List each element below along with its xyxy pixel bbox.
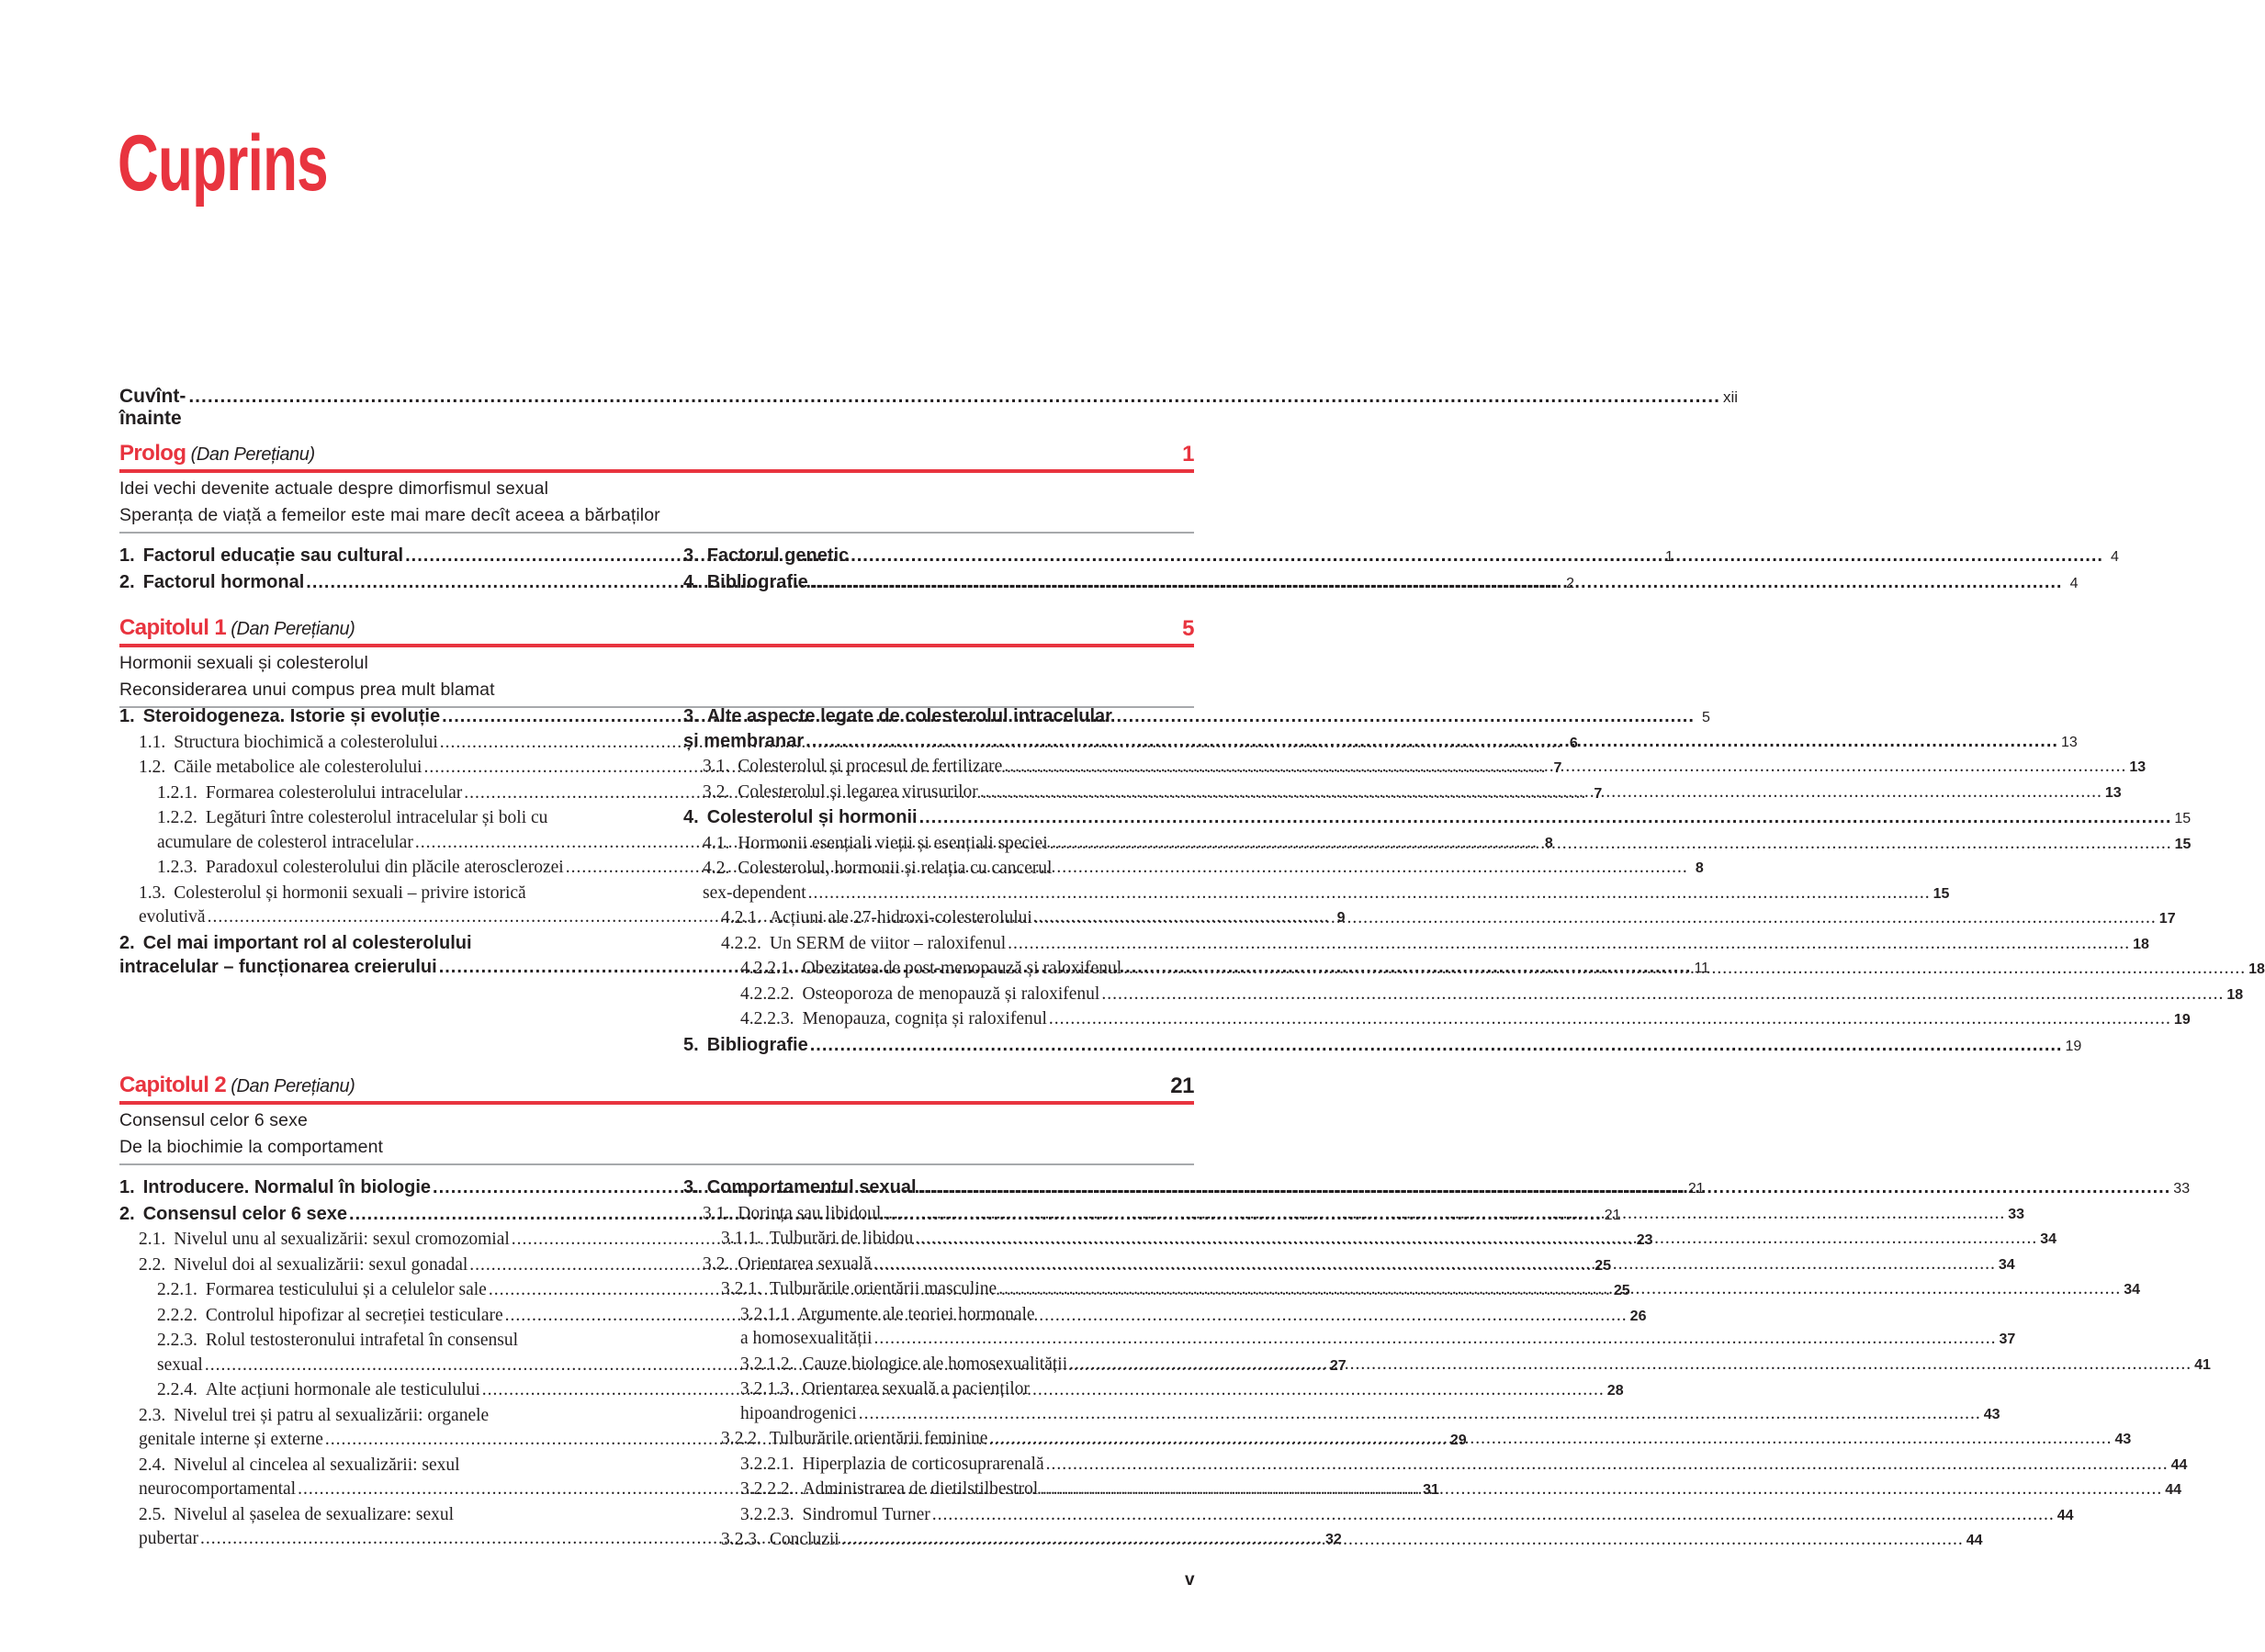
- entry-line: [139, 1404, 630, 1429]
- leader-dots: [1069, 1353, 2192, 1377]
- chapter-author: (Dan Perețianu): [226, 1076, 355, 1096]
- chapter-page: 21: [1170, 1073, 1194, 1098]
- entry-page: 7: [1553, 760, 1562, 776]
- chapter-subtitle: Idei vechi devenite actuale despre dimorfismul sexual: [119, 478, 549, 499]
- leader-dots: [1004, 755, 2126, 780]
- entry-title: Nivelul al cincelea al sexualizării: sexul: [174, 1455, 460, 1475]
- entry-line: [157, 806, 630, 831]
- page-number: v: [1185, 1570, 1195, 1590]
- chapter-label: Capitolul 2: [119, 1073, 227, 1097]
- entry-title: Hormonii esențiali vieții și esențiali speciei: [738, 833, 1048, 853]
- entry-line: [740, 1453, 2188, 1478]
- entry-number: 4.2.2.2.: [740, 983, 794, 1004]
- entry-line: [683, 704, 1194, 729]
- entry-line: [703, 832, 2192, 858]
- entry-page: 18: [2226, 986, 2244, 1003]
- entry-page: 9: [1336, 910, 1346, 926]
- entry-page: 41: [2194, 1356, 2211, 1373]
- entry-line: [740, 1327, 2016, 1353]
- entry-page: 27: [1329, 1357, 1347, 1374]
- entry-number: 2.: [119, 1203, 135, 1224]
- chapter-author: (Dan Perețianu): [186, 444, 315, 465]
- entry-number: 3.2.1.1: [740, 1304, 790, 1324]
- entry-number: 2.5.: [139, 1504, 166, 1524]
- chapter-page: 5: [1182, 616, 1194, 641]
- entry-title: Colesterolul și legarea virusurilor: [738, 781, 978, 802]
- entry-number: 3.: [683, 706, 699, 726]
- leader-dots: [1008, 932, 2130, 957]
- chapter-heading: [119, 440, 315, 468]
- chapter-subtitle: Reconsiderarea unui compus prea mult blamat: [119, 680, 495, 700]
- entry-title: Rolul testosteronului intrafetal în consensul: [205, 1331, 518, 1350]
- entry-line: [683, 805, 2192, 832]
- entry-title-continued: hipoandrogenici: [740, 1403, 857, 1423]
- entry-line: [721, 906, 2176, 932]
- entry-page: 34: [2040, 1231, 2057, 1247]
- entry-line: [740, 983, 2244, 1008]
- entry-number: 2.2.: [139, 1254, 166, 1275]
- entry-page: 5: [1701, 710, 1710, 725]
- entry-title: Colesterolul și hormonii: [706, 807, 918, 827]
- divider: [119, 1163, 1194, 1165]
- entry-title: Factorul hormonal: [142, 571, 305, 592]
- leader-dots: [980, 781, 2102, 805]
- entry-title: Cuvînt-înainte: [119, 386, 186, 429]
- entry-number: 1.2.1.: [157, 782, 197, 803]
- entry-title: Factorul genetic: [706, 545, 850, 566]
- toc-columns: [119, 544, 2119, 596]
- entry-page: 17: [2158, 911, 2176, 927]
- entry-number: 3.1.1.: [721, 1229, 761, 1248]
- chapter-section-1: [119, 606, 2265, 1059]
- leader-dots: [859, 1402, 1981, 1427]
- entry-title: Acțiuni ale 27-hidroxi-colesterolului: [769, 908, 1032, 927]
- entry-title: Formarea colesterolului intracelular: [205, 782, 463, 803]
- leader-dots: [1101, 983, 2224, 1007]
- entry-number: 4.2.2.: [721, 933, 761, 953]
- entry-page: 21: [1687, 1181, 1705, 1197]
- entry-number: 4.: [683, 571, 699, 592]
- entry-page: xii: [1722, 388, 1739, 406]
- entry-page: 43: [1983, 1406, 2000, 1422]
- chapter-section-2: [119, 1063, 2211, 1554]
- entry-number: 2.2.3.: [157, 1331, 197, 1350]
- entry-number: 1.: [119, 706, 135, 726]
- toc-entry[interactable]: [683, 857, 1950, 906]
- toc-entry[interactable]: [683, 805, 2192, 832]
- entry-title: Formarea testiculului și a celulelor sale: [205, 1280, 487, 1299]
- entry-title-continued: și membranar: [683, 730, 805, 751]
- leader-dots: [883, 1202, 2005, 1227]
- entry-page: 15: [2174, 836, 2192, 852]
- entry-number: 4.2.2.1.: [740, 959, 794, 978]
- page-title: Cuprins: [118, 119, 328, 208]
- entry-line: [721, 932, 2149, 958]
- leader-dots: [1040, 1478, 2162, 1502]
- entry-title: Obezitatea de post-menopauză și raloxifenul: [802, 959, 1122, 978]
- chapter-section-0: [119, 432, 2119, 596]
- entry-title: Nivelul unu al sexualizării: sexul cromozomial: [174, 1230, 510, 1249]
- chapter-rule: [119, 469, 1194, 473]
- toc-column-right: [683, 544, 2119, 596]
- entry-title: Orientarea sexuală: [738, 1253, 872, 1274]
- leader-dots: [1046, 1453, 2169, 1478]
- entry-line: [139, 1454, 630, 1478]
- entry-line: [721, 1528, 1983, 1554]
- toc-entry[interactable]: [683, 704, 2078, 755]
- entry-page: 19: [2065, 1038, 2082, 1054]
- leader-dots: [874, 1327, 1997, 1352]
- toc-entry[interactable]: [683, 832, 2192, 858]
- entry-page: 28: [1606, 1383, 1624, 1399]
- toc-entry-foreword[interactable]: [119, 386, 1739, 429]
- entry-title: Cauze biologice ale homosexualității: [802, 1354, 1068, 1374]
- entry-number: 3.2.: [703, 1253, 730, 1274]
- entry-number: 3.2.1.3.: [740, 1379, 794, 1399]
- entry-number: 3.2.2.2.: [740, 1479, 794, 1499]
- entry-number: 4.: [683, 807, 699, 827]
- entry-page: 34: [1998, 1256, 2015, 1273]
- chapter-header[interactable]: [119, 606, 1194, 643]
- chapter-rule: [119, 644, 1194, 647]
- entry-title: Colesterolul și procesul de fertilizare: [738, 757, 1003, 776]
- chapter-subtitles: [119, 1107, 1194, 1161]
- entry-page: 15: [1933, 885, 1950, 902]
- entry-line: [740, 1007, 2191, 1033]
- entry-number: 3.2.: [703, 781, 730, 802]
- entry-title: Controlul hipofizar al secreției testiculare: [205, 1305, 503, 1325]
- chapter-page: 1: [1182, 442, 1194, 466]
- entry-page: 26: [1629, 1308, 1647, 1324]
- entry-line: [703, 857, 1194, 882]
- entry-title: Colesterolul, hormonii și relația cu cancerul: [738, 859, 1053, 878]
- entry-title-continued: neurocomportamental: [139, 1479, 297, 1499]
- leader-dots: [808, 882, 1931, 906]
- entry-page: 18: [2133, 936, 2149, 952]
- entry-line: [703, 755, 2147, 781]
- entry-number: 3.: [683, 1177, 699, 1197]
- entry-page: 44: [2057, 1507, 2074, 1523]
- entry-title: Tulburările orientării feminine: [769, 1429, 988, 1448]
- entry-title: Căile metabolice ale colesterolului: [174, 758, 423, 777]
- entry-title-continued: genitale interne și externe: [139, 1430, 323, 1449]
- entry-line: [683, 1033, 2082, 1060]
- entry-title-continued: a homosexualității: [740, 1329, 873, 1348]
- toc-entry[interactable]: [683, 1033, 2082, 1060]
- entry-page: 13: [2104, 784, 2122, 801]
- toc-entry[interactable]: [683, 1453, 2188, 1478]
- entry-page: 37: [1999, 1332, 2016, 1347]
- entry-page: 13: [2129, 759, 2147, 775]
- entry-title-continued: pubertar: [139, 1529, 198, 1548]
- toc-columns: [119, 704, 2265, 1059]
- leader-dots: [1123, 957, 2246, 982]
- toc-entry[interactable]: [683, 932, 2149, 958]
- entry-page: 23: [1636, 1232, 1653, 1248]
- chapter-subtitle: Hormonii sexuali și colesterolul: [119, 653, 368, 673]
- entry-title: Alte acțiuni hormonale ale testiculului: [205, 1380, 480, 1399]
- leader-dots: [810, 1033, 2063, 1058]
- entry-number: 4.1.: [703, 833, 730, 853]
- chapter-subtitles: [119, 476, 1194, 529]
- leader-dots: [841, 1528, 1964, 1553]
- entry-number: 2.4.: [139, 1455, 166, 1475]
- entry-title: Orientarea sexuală a pacienților: [802, 1379, 1030, 1399]
- entry-number: 3.2.1.2.: [740, 1354, 794, 1374]
- toc-entry[interactable]: [683, 755, 2147, 781]
- entry-page: 6: [1569, 735, 1578, 751]
- leader-dots: [873, 1253, 1996, 1277]
- entry-number: 3.2.2.: [721, 1429, 761, 1448]
- entry-title: Administrarea de dietilstilbestrol: [802, 1479, 1039, 1499]
- leader-dots: [915, 1227, 2037, 1252]
- leader-dots: ....................................................................................................................................................................................................................................................: [188, 386, 1720, 407]
- toc-entry[interactable]: [683, 1007, 2191, 1033]
- entry-number: 1.2.2.: [157, 808, 197, 827]
- entry-number: 2.2.1.: [157, 1280, 197, 1299]
- entry-number: 1.2.: [139, 758, 166, 777]
- entry-number: 2.: [119, 571, 135, 592]
- entry-title: Nivelul trei și patru al sexualizării: organele: [174, 1405, 490, 1425]
- entry-number: 1.1.: [139, 732, 166, 752]
- chapter-header[interactable]: [119, 432, 1194, 468]
- chapter-subtitle: De la biochimie la comportament: [119, 1137, 384, 1157]
- entry-title: Bibliografie: [706, 1034, 808, 1055]
- entry-title: Tulburări de libidou: [769, 1229, 914, 1248]
- toc-entry[interactable]: [683, 544, 2119, 570]
- entry-title: Colesterolul și hormonii sexuali – privire istorică: [174, 882, 526, 903]
- entry-page: 8: [1544, 835, 1553, 851]
- entry-title: Osteoporoza de menopauză și raloxifenul: [802, 983, 1100, 1004]
- entry-page: 44: [2170, 1456, 2188, 1473]
- entry-page: 1: [1664, 549, 1673, 565]
- entry-title: Argumente ale teoriei hormonale: [797, 1304, 1035, 1324]
- leader-dots: [1050, 832, 2172, 857]
- toc-entry[interactable]: [683, 570, 2079, 597]
- toc-entry[interactable]: [683, 1503, 2074, 1529]
- entry-line: [683, 544, 2119, 570]
- entry-title-continued: sex-dependent: [703, 882, 806, 903]
- entry-title: Sindromul Turner: [802, 1504, 930, 1524]
- entry-title: Factorul educație sau cultural: [142, 545, 404, 566]
- entry-title: Tulburările orientării masculine: [769, 1279, 997, 1298]
- author-name: Dan Perețianu: [236, 1076, 350, 1096]
- entry-title: Nivelul al șaselea de sexualizare: sexul: [174, 1504, 455, 1524]
- entry-page: 44: [2165, 1482, 2181, 1498]
- leader-dots: [810, 570, 2063, 595]
- entry-title: Nivelul doi al sexualizării: sexul gonadal: [174, 1254, 468, 1275]
- entry-line: [119, 931, 630, 956]
- entry-title: Un SERM de viitor – raloxifenul: [769, 933, 1007, 953]
- entry-page: 25: [1595, 1257, 1612, 1274]
- entry-title: Paradoxul colesterolului din plăcile aterosclerozei: [205, 858, 564, 877]
- entry-page: 19: [2173, 1012, 2191, 1028]
- entry-title: Menopauza, cognița și raloxifenul: [802, 1009, 1047, 1028]
- entry-line: [740, 1503, 2074, 1529]
- entry-page: 31: [1423, 1482, 1439, 1498]
- entry-line: [683, 729, 2078, 756]
- entry-number: 2.2.2.: [157, 1305, 197, 1325]
- entry-page: 29: [1449, 1433, 1467, 1448]
- entry-title: Legături între colesterolul intracelular și boli cu: [205, 808, 548, 827]
- entry-title: Steroidogeneza. Istorie și evoluție: [142, 706, 441, 726]
- entry-title: Bibliografie: [706, 571, 808, 592]
- chapter-author: (Dan Perețianu): [226, 619, 355, 639]
- entry-title: Introducere. Normalul în biologie: [142, 1177, 432, 1197]
- leader-dots: [1049, 1007, 2171, 1032]
- entry-line: [740, 1377, 1194, 1402]
- entry-number: 2.: [119, 932, 135, 953]
- entry-page: 13: [2060, 734, 2078, 750]
- entry-line: [703, 882, 1950, 907]
- entry-title: Comportamentul sexual: [706, 1177, 917, 1197]
- entry-line: [683, 570, 2079, 597]
- chapter-heading: [119, 614, 355, 643]
- entry-title: Cel mai important rol al colesterolului: [142, 932, 472, 953]
- chapter-label: Prolog: [119, 441, 186, 466]
- toc-entry[interactable]: [683, 906, 2176, 932]
- chapter-heading: [119, 1072, 355, 1100]
- entry-page: 21: [1604, 1207, 1621, 1223]
- entry-number: 4.2.: [703, 859, 730, 878]
- entry-number: 2.1.: [139, 1230, 166, 1249]
- leader-dots: [918, 1175, 2171, 1200]
- entry-page: 4: [2111, 549, 2119, 565]
- divider: [119, 532, 1194, 534]
- entry-title-continued: intracelular – funcționarea creierului: [119, 957, 437, 977]
- entry-number: 3.2.2.1.: [740, 1454, 794, 1474]
- entry-number: 5.: [683, 1034, 699, 1055]
- entry-number: 3.2.2.3.: [740, 1504, 794, 1524]
- entry-page: 33: [2173, 1181, 2191, 1197]
- entry-title: Structura biochimică a colesterolului: [174, 732, 438, 752]
- entry-number: 1.3.: [139, 882, 166, 903]
- entry-number: 2.2.4.: [157, 1380, 197, 1399]
- entry-page: 8: [1695, 860, 1704, 876]
- entry-number: 3.2.1.: [721, 1279, 761, 1298]
- leader-dots: [989, 1427, 2112, 1452]
- author-name: Dan Perețianu: [196, 444, 310, 465]
- entry-line: [703, 781, 2122, 806]
- entry-number: 2.3.: [139, 1405, 166, 1425]
- entry-page: 2: [1566, 575, 1575, 591]
- chapter-subtitle: Consensul celor 6 sexe: [119, 1110, 308, 1130]
- chapter-header[interactable]: [119, 1063, 1194, 1100]
- leader-dots: [998, 1277, 2121, 1302]
- entry-number: 3.1.: [703, 1203, 730, 1223]
- entry-title: Alte aspecte legate de colesterolul intracelular: [706, 706, 1112, 726]
- entry-number: 3.: [683, 545, 699, 566]
- entry-title-continued: evolutivă: [139, 907, 206, 927]
- chapter-rule: [119, 1101, 1194, 1105]
- entry-page: 25: [1613, 1283, 1630, 1298]
- entry-number: 1.: [119, 1177, 135, 1197]
- chapter-label: Capitolul 1: [119, 615, 227, 640]
- entry-title: Concluzii: [769, 1530, 840, 1549]
- entry-title-continued: acumulare de colesterol intracelular: [157, 832, 413, 852]
- entry-number: 4.2.1.: [721, 908, 761, 927]
- entry-title: Dorința sau libidoul: [738, 1203, 882, 1223]
- entry-page: 11: [1694, 961, 1710, 976]
- toc-columns: [119, 1175, 2211, 1554]
- entry-page: 32: [1324, 1532, 1342, 1547]
- entry-number: 1.: [119, 545, 135, 566]
- entry-line: [740, 1303, 1194, 1328]
- entry-number: 1.2.3.: [157, 858, 197, 877]
- entry-page: 7: [1594, 785, 1603, 802]
- entry-line: [740, 1402, 2000, 1428]
- entry-page: 15: [2174, 811, 2192, 826]
- entry-number: 3.2.3.: [721, 1530, 761, 1549]
- entry-title-continued: sexual: [157, 1354, 203, 1375]
- entry-page: 18: [2248, 961, 2265, 977]
- leader-dots: [932, 1503, 2055, 1528]
- entry-number: 3.1.: [703, 757, 730, 776]
- entry-page: 44: [1966, 1533, 1983, 1548]
- toc-entry[interactable]: [683, 781, 2122, 806]
- entry-page: 33: [2008, 1206, 2025, 1222]
- entry-line: [139, 1503, 630, 1528]
- leader-dots: [851, 544, 2103, 568]
- entry-title: Consensul celor 6 sexe: [142, 1203, 348, 1224]
- toc-entry[interactable]: [683, 1528, 1983, 1554]
- entry-page: 43: [2114, 1432, 2132, 1447]
- entry-page: 34: [2124, 1282, 2140, 1298]
- entry-number: 4.2.2.3.: [740, 1009, 794, 1028]
- entry-line: [139, 882, 630, 906]
- chapter-subtitle: Speranța de viață a femeilor este mai mare decît aceea a bărbaților: [119, 505, 660, 525]
- entry-line: [157, 1329, 630, 1354]
- chapter-subtitles: [119, 650, 1194, 703]
- entry-page: 4: [2069, 575, 2079, 591]
- toc-entry[interactable]: [683, 983, 2244, 1008]
- author-name: Dan Perețianu: [236, 619, 350, 639]
- leader-dots: [1034, 906, 2157, 931]
- entry-title: Hiperplazia de corticosuprarenală: [802, 1454, 1044, 1474]
- leader-dots: [919, 805, 2172, 830]
- leader-dots: [806, 729, 2058, 754]
